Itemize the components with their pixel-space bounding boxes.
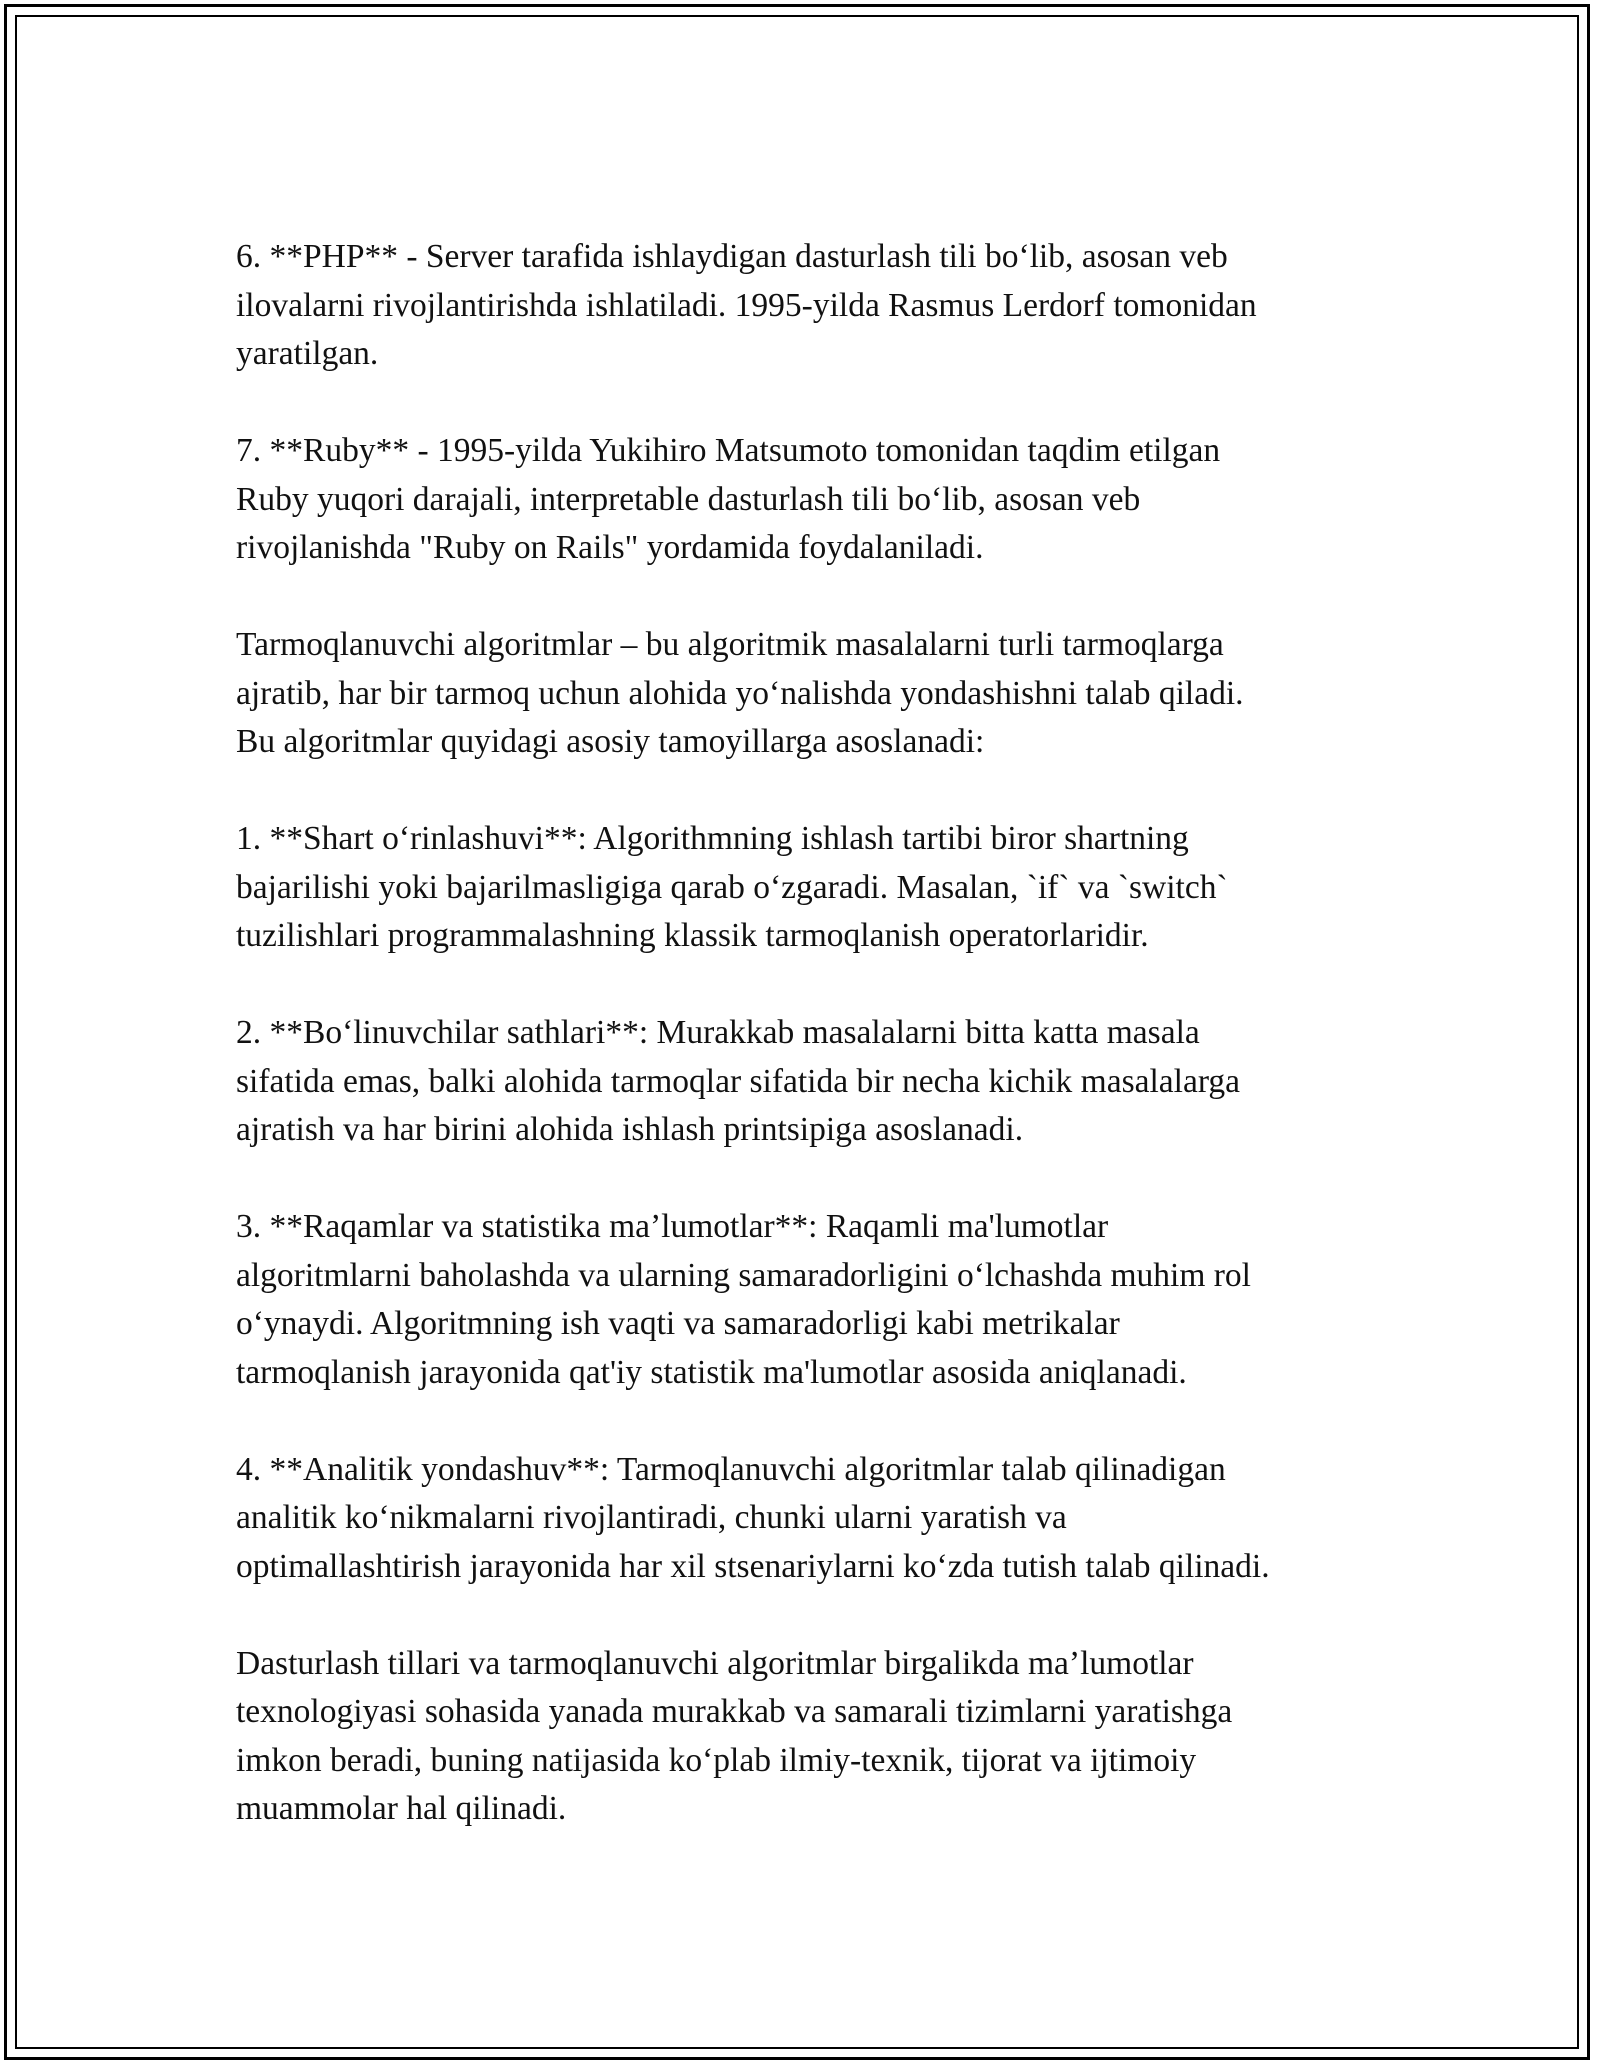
text-line: rivojlanishda "Ruby on Rails" yordamida foydalaniladi. — [236, 529, 984, 566]
text-line: imkon beradi, buning natijasida ko‘plab ilmiy-texnik, tijorat va ijtimoiy — [236, 1741, 1197, 1779]
paragraph-ruby — [236, 427, 1396, 573]
paragraph-principle-4 — [236, 1446, 1396, 1592]
text-line: 1. **Shart o‘rinlashuvi**: Algorithmning ishlash tartibi biror shartning — [236, 820, 1189, 857]
text-line: 6. **PHP** - Server tarafida ishlaydigan dasturlash tili bo‘lib, asosan veb — [236, 238, 1228, 275]
paragraph-principle-1 — [236, 815, 1396, 961]
paragraph-conclusion — [236, 1640, 1396, 1834]
text-line: muammolar hal qilinadi. — [236, 1790, 567, 1827]
text-line: 4. **Analitik yondashuv**: Tarmoqlanuvchi algoritmlar talab qilinadigan — [236, 1450, 1226, 1488]
document-body — [236, 233, 1396, 1834]
text-line: o‘ynaydi. Algoritmning ish vaqti va samaradorligi kabi metrikalar — [236, 1305, 1120, 1342]
text-line: analitik ko‘nikmalarni rivojlantiradi, chunki ularni yaratish va — [236, 1499, 1067, 1536]
paragraph-branching-intro — [236, 621, 1396, 767]
text-line: Ruby yuqori darajali, interpretable dasturlash tili bo‘lib, asosan veb — [236, 480, 1141, 518]
paragraph-principle-2 — [236, 1009, 1396, 1155]
text-line: ajratib, har bir tarmoq uchun alohida yo‘nalishda yondashishni talab qiladi. — [236, 674, 1244, 712]
paragraph-php — [236, 233, 1396, 379]
text-line: 7. **Ruby** - 1995-yilda Yukihiro Matsumoto tomonidan taqdim etilgan — [236, 432, 1221, 469]
text-line: tuzilishlari programmalashning klassik tarmoqlanish operatorlaridir. — [236, 917, 1149, 954]
text-line: Tarmoqlanuvchi algoritmlar – bu algoritmik masalalarni turli tarmoqlarga — [236, 626, 1224, 663]
text-line: yaratilgan. — [236, 335, 379, 372]
text-line: Bu algoritmlar quyidagi asosiy tamoyillarga asoslanadi: — [236, 723, 985, 760]
text-line: ilovalarni rivojlantirishda ishlatiladi. 1995-yilda Rasmus Lerdorf tomonidan — [236, 286, 1257, 324]
text-line: tarmoqlanish jarayonida qat'iy statistik ma'lumotlar asosida aniqlanadi. — [236, 1353, 1187, 1391]
text-line: bajarilishi yoki bajarilmasligiga qarab o‘zgaradi. Masalan, `if` va `switch` — [236, 868, 1228, 906]
text-line: algoritmlarni baholashda va ularning samaradorligini o‘lchashda muhim rol — [236, 1256, 1251, 1294]
text-line: optimallashtirish jarayonida har xil stsenariylarni ko‘zda tutish talab qilinadi. — [236, 1547, 1270, 1585]
text-line: sifatida emas, balki alohida tarmoqlar sifatida bir necha kichik masalalarga — [236, 1062, 1241, 1100]
text-line: 3. **Raqamlar va statistika ma’lumotlar**: Raqamli ma'lumotlar — [236, 1208, 1109, 1245]
text-line: ajratish va har birini alohida ishlash printsipiga asoslanadi. — [236, 1111, 1024, 1148]
paragraph-principle-3 — [236, 1203, 1396, 1397]
text-line: Dasturlash tillari va tarmoqlanuvchi algoritmlar birgalikda ma’lumotlar — [236, 1644, 1194, 1682]
text-line: texnologiyasi sohasida yanada murakkab va samarali tizimlarni yaratishga — [236, 1693, 1233, 1730]
text-line: 2. **Bo‘linuvchilar sathlari**: Murakkab masalalarni bitta katta masala — [236, 1014, 1200, 1051]
